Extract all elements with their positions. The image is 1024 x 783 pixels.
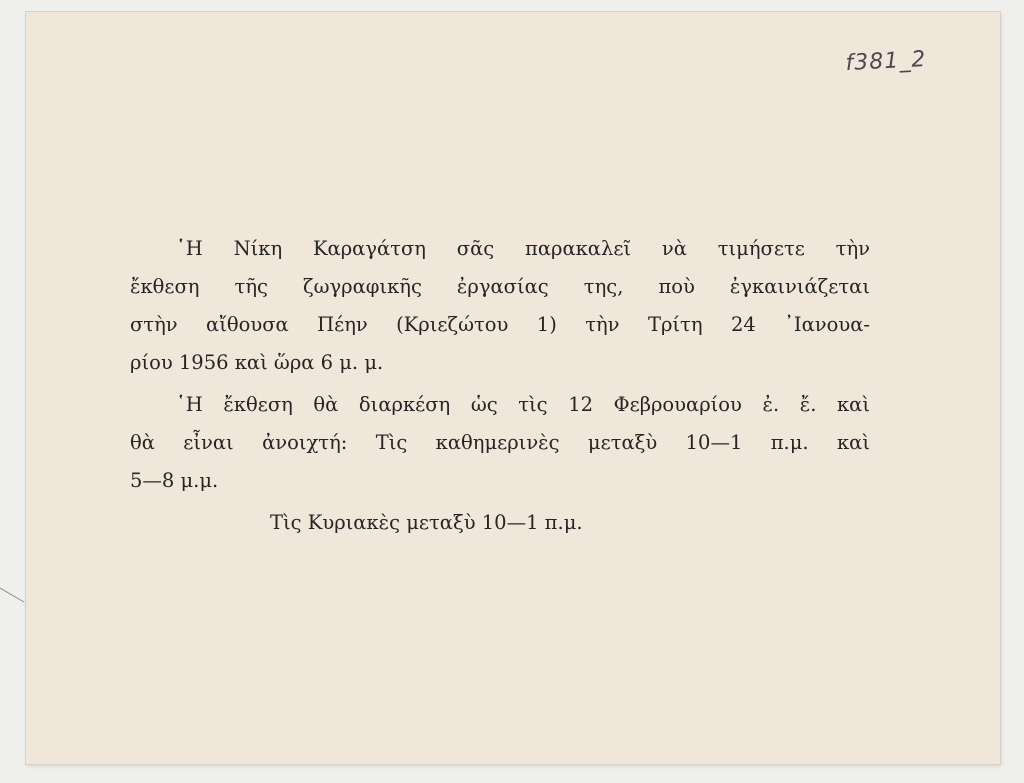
text-line: ἔκθεση τῆς ζωγραφικῆς ἐργασίας της, ποὺ ἐγκαινιάζεται <box>130 275 870 298</box>
text-line: θὰ εἶναι ἀνοιχτή: Τὶς καθημερινὲς μεταξὺ 10—1 π.μ. καὶ <box>130 431 870 454</box>
invitation-text <box>130 230 870 542</box>
text-line: ρίου 1956 καὶ ὥρα 6 μ. μ. <box>130 351 384 374</box>
paragraph-sundays <box>130 504 870 542</box>
paragraph-duration <box>130 386 870 500</box>
text-line: 5—8 μ.μ. <box>130 469 219 492</box>
handwritten-reference-note: f381_2 <box>844 46 927 77</box>
text-line: ῾Η ἔκθεση θὰ διαρκέση ὡς τὶς 12 Φεβρουαρίου ἐ. ἔ. καὶ <box>176 393 870 416</box>
text-line: στὴν αἴθουσα Πέην (Κριεζώτου 1) τὴν Τρίτη 24 ᾿Ιανουα- <box>130 313 870 336</box>
text-line: ῾Η Νίκη Καραγάτση σᾶς παρακαλεῖ νὰ τιμήσετε τὴν <box>176 237 870 260</box>
scan-edge-mark <box>0 584 26 606</box>
paragraph-opening <box>130 230 870 382</box>
text-line: Τὶς Κυριακὲς μεταξὺ 10—1 π.μ. <box>270 511 583 534</box>
